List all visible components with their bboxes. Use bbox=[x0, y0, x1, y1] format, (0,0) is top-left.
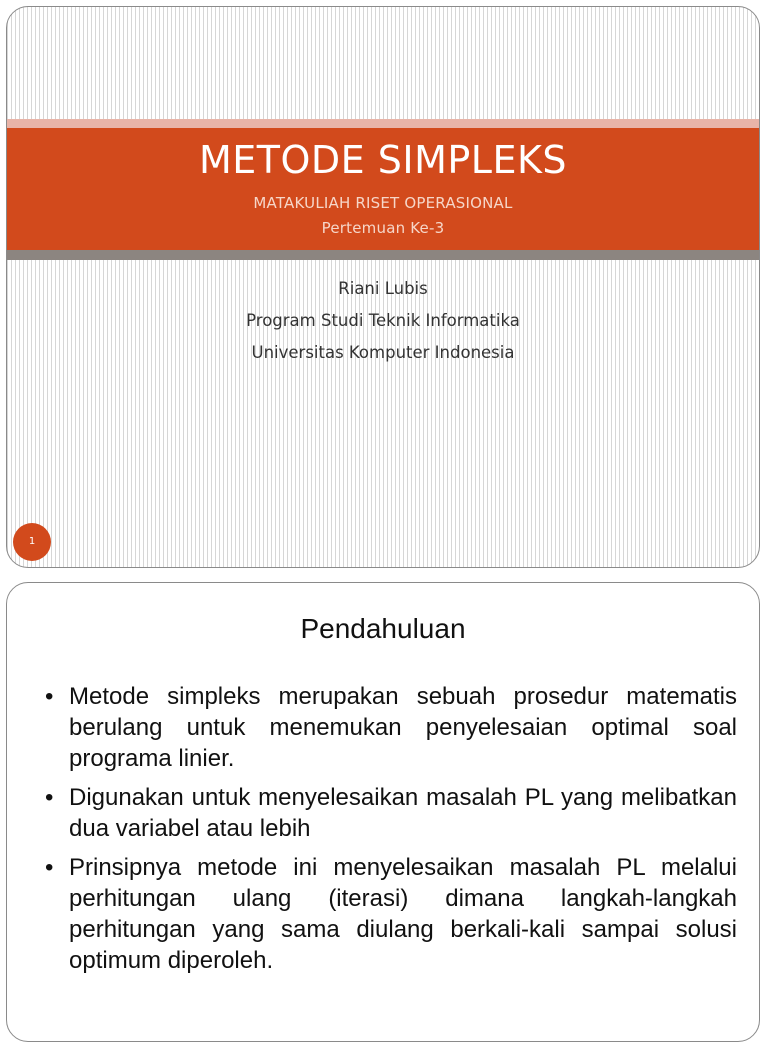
slide-heading: Pendahuluan bbox=[300, 613, 466, 644]
author-block bbox=[7, 273, 759, 369]
slide-title: METODE SIMPLEKS bbox=[198, 138, 568, 182]
bullet-dot-icon: • bbox=[45, 683, 54, 710]
author-name: Riani Lubis bbox=[338, 279, 428, 298]
meeting-subtitle: Pertemuan Ke-3 bbox=[321, 219, 445, 237]
title-slide bbox=[6, 6, 760, 568]
bullet-item bbox=[25, 852, 737, 976]
bullet-dot-icon: • bbox=[45, 784, 54, 811]
pink-accent-stripe bbox=[7, 119, 759, 128]
university-name: Universitas Komputer Indonesia bbox=[251, 343, 515, 362]
title-band bbox=[7, 128, 759, 250]
page-number-badge: 1 bbox=[13, 523, 51, 561]
bullet-text: Metode simpleks merupakan sebuah prosedur matematis berulang untuk menemukan penyelesaian optimal soal programa linier. bbox=[69, 683, 737, 772]
course-subtitle: MATAKULIAH RISET OPERASIONAL bbox=[253, 194, 513, 212]
bullet-text: Digunakan untuk menyelesaikan masalah PL yang melibatkan dua variabel atau lebih bbox=[69, 784, 737, 842]
bullet-list bbox=[25, 681, 737, 984]
bullet-item bbox=[25, 782, 737, 844]
bullet-item bbox=[25, 681, 737, 774]
study-program: Program Studi Teknik Informatika bbox=[246, 311, 520, 330]
bullet-dot-icon: • bbox=[45, 854, 54, 881]
bullet-text: Prinsipnya metode ini menyelesaikan masalah PL melalui perhitungan ulang (iterasi) dimana langkah-langkah perhitungan yang sama diulang berkali-kali sampai solusi optimum diperoleh. bbox=[69, 854, 737, 974]
content-slide bbox=[6, 582, 760, 1042]
gray-accent-stripe bbox=[7, 250, 759, 260]
